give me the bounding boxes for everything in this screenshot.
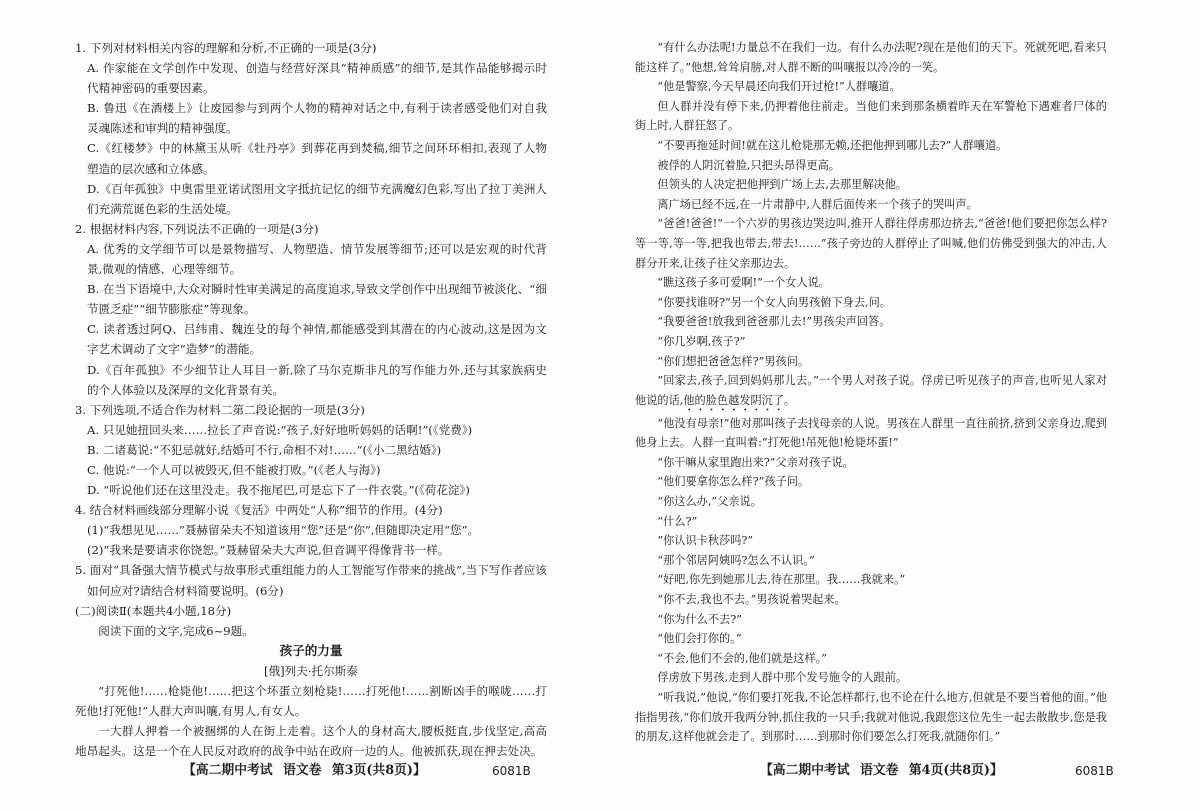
question-3-option-a: A. 只见她扭回头来……拉长了声音说:“孩子,好好地听妈妈的话啊!”(《党费》) bbox=[87, 422, 473, 437]
story-paragraph: “好吧,你先到她那儿去,待在那里。我……我就来。” bbox=[657, 573, 906, 587]
story-paragraph: “你干嘛从家里跑出来?”父亲对孩子说。 bbox=[657, 455, 854, 469]
story-paragraph: 一大群人押着一个被捆绑的人在街上走着。这个人的身材高大,腰板挺直,步伐坚定,高高地昂起头。这是一个在人民反对政府的战争中站在政府一边的人。他被抓获,现在押去处决。 bbox=[75, 724, 547, 759]
question-2-stem: 2. 根据材料内容,下列说法不正确的一项是(3分) bbox=[75, 221, 319, 236]
question-4-stem: 4. 结合材料画线部分理解小说《复活》中两处“人称”细节的作用。(4分) bbox=[75, 503, 443, 518]
story-paragraph: “你们想把爸爸怎样?”男孩问。 bbox=[657, 354, 810, 368]
story-title: 孩子的力量 bbox=[279, 642, 343, 658]
story-paragraph: “爸爸!爸爸!”一个六岁的男孩边哭边叫,推开人群往俘虏那边挤去,“爸爸!他们要把你怎么样?等一等,等一等,把我也带去,带去!……”孩子旁边的人群停止了叫喊,他们仿佛受到强大的冲击,人群分开来,让孩子往父亲那边去。 bbox=[635, 217, 1107, 270]
story-paragraph: “你这么办,”父亲说。 bbox=[657, 495, 762, 509]
question-1-option-c: C.《红楼梦》中的林黛玉从听《牡丹亭》到葬花再到焚稿,细节之间环环相扣,表现了人物塑造的层次感和立体感。 bbox=[87, 141, 547, 176]
story-paragraph: “那个邻居阿姨吗?怎么不认识。” bbox=[657, 553, 815, 567]
story-paragraph: “他没有母亲!”他对那叫孩子去找母亲的人说。男孩在人群里一直往前挤,挤到父亲身边,爬到他身上去。人群一直叫着:“打死他!吊死他!枪毙坏蛋!” bbox=[635, 416, 1107, 450]
story-paragraph: 离广场已经不远,在一片肃静中,人群后面传来一个孩子的哭叫声。 bbox=[657, 197, 978, 211]
story-paragraph: 但领头的人决定把他押到广场上去,去那里解决他。 bbox=[657, 178, 908, 192]
question-4-item-1: (1)“我想见见……”聂赫留朵夫不知道该用“您”还是“你”,但随即决定用“您”。 bbox=[87, 523, 480, 538]
story-paragraph: 被俘的人阴沉着脸,只把头昂得更高。 bbox=[657, 158, 840, 172]
story-paragraph: “他是警察,今天早晨还向我们开过枪!”人群嚷道。 bbox=[657, 80, 901, 94]
story-paragraph: “你要找谁呀?”另一个女人向男孩俯下身去,问。 bbox=[657, 295, 891, 309]
page-3-content bbox=[75, 38, 547, 761]
reading-instruction: 阅读下面的文字,完成6~9题。 bbox=[98, 623, 254, 638]
story-paragraph: “他们会打你的。” bbox=[657, 632, 742, 646]
paper-code: 6081B bbox=[1075, 764, 1114, 778]
question-4-item-2: (2)“我来是要请求你饶恕。”聂赫留朵夫大声说,但音调平得像背书一样。 bbox=[87, 543, 450, 558]
question-3-option-b: B. 二诸葛说:“不犯忌就好,结婚可不行,命相不对!……”(《小二黑结婚》) bbox=[87, 442, 442, 457]
section-heading: (二)阅读Ⅱ(本题共4小题,18分) bbox=[75, 603, 232, 618]
question-3-stem: 3. 下列选项,不适合作为材料二第二段论据的一项是(3分) bbox=[75, 402, 365, 417]
story-paragraph: “你为什么不去?” bbox=[657, 612, 742, 626]
story-paragraph: “什么?” bbox=[657, 514, 698, 528]
page-footer-label: 【高二期中考试 语文卷 第3页(共8页)】 bbox=[183, 763, 426, 778]
story-paragraph: “打死他!……枪毙他!……把这个坏蛋立刻枪毙!……打死他!……割断凶手的喉咙……打死他!打死他!”人群大声叫嚷,有男人,有女人。 bbox=[75, 684, 547, 719]
paragraph-text: “回家去,孩子,回到妈妈那儿去。”一个男人对孩子说。俘虏已听见孩子的声音,也听见人家对他说的话, bbox=[635, 374, 1107, 407]
question-2-option-a: A. 优秀的文学细节可以是景物描写、人物塑造、情节发展等细节;还可以是宏观的时代背景,微观的情感、心理等细节。 bbox=[87, 241, 547, 277]
question-2-option-d: D.《百年孤独》不少细节让人耳目一新,除了马尔克斯非凡的写作能力外,还与其家族病史的个人体验以及深厚的文化背景有关。 bbox=[87, 362, 547, 397]
question-2-option-c: C. 读者透过阿Q、吕纬甫、魏连殳的每个神情,都能感受到其潜在的内心波动,这是因为文字艺术调动了文字“造梦”的潜能。 bbox=[87, 322, 547, 357]
paragraph-text-end: 。 bbox=[784, 393, 796, 407]
question-1-stem: 1. 下列对材料相关内容的理解和分析,不正确的一项是(3分) bbox=[75, 41, 377, 55]
page-4-content bbox=[635, 38, 1107, 747]
story-author: [俄]列夫·托尔斯泰 bbox=[264, 663, 358, 678]
exam-page-4 bbox=[600, 0, 1200, 811]
story-paragraph: “他们要拿你怎么样?”孩子问。 bbox=[657, 475, 810, 489]
question-1-option-a: A. 作家能在文学创作中发现、创造与经营好深具“精神质感”的细节,是其作品能够揭示时代精神密码的重要因素。 bbox=[87, 61, 547, 96]
paper-code: 6081B bbox=[492, 764, 531, 778]
story-paragraph: “我要爸爸!放我到爸爸那儿去!”男孩尖声回答。 bbox=[657, 315, 891, 329]
question-1-option-d: D.《百年孤独》中奥雷里亚诺试图用文字抵抗记忆的细节充满魔幻色彩,写出了拉丁美洲人们充满荒诞色彩的生活处境。 bbox=[87, 181, 547, 216]
story-paragraph-emphasis bbox=[635, 371, 1107, 414]
story-paragraph: “你几岁啊,孩子?” bbox=[657, 334, 746, 348]
emphasized-text: 他的脸色越发阴沉了 bbox=[683, 393, 785, 407]
story-paragraph: 但人群并没有停下来,仍押着他往前走。当他们来到那条横着昨天在军警枪下遇难者尸体的街上时,人群狂怒了。 bbox=[635, 99, 1107, 133]
question-3-option-c: C. 他说:“一个人可以被毁灭,但不能被打败。”(《老人与海》) bbox=[87, 462, 381, 477]
story-paragraph: “不会,他们不会的,他们就是这样。” bbox=[657, 651, 827, 665]
story-paragraph: “不要再拖延时间!就在这儿枪毙那无赖,还把他押到哪儿去?”人群嚷道。 bbox=[657, 138, 1008, 152]
story-paragraph: “瞧这孩子多可爱啊!”一个女人说。 bbox=[657, 276, 830, 290]
story-paragraph: 俘虏放下男孩,走到人群中那个发号施令的人跟前。 bbox=[657, 671, 908, 685]
question-2-option-b: B. 在当下语境中,大众对瞬时性审美满足的高度追求,导致文学创作中出现细节被淡化、“细节匮乏症”“细节膨胀症”等现象。 bbox=[87, 282, 547, 317]
page-footer-label: 【高二期中考试 语文卷 第4页(共8页)】 bbox=[760, 763, 1003, 778]
question-5-stem: 5. 面对“具备强大情节模式与故事形式重组能力的人工智能写作带来的挑战”,当下写作者应该如何应对?请结合材料简要说明。(6分) bbox=[75, 563, 547, 598]
question-1-option-b: B. 鲁迅《在酒楼上》让废园参与到两个人物的精神对话之中,有利于读者感受他们对自我灵魂陈述和审判的精神强度。 bbox=[87, 101, 547, 136]
question-3-option-d: D. “听说他们还在这里没走。我不拖尾巴,可是忘下了一件衣裳。”(《荷花淀》) bbox=[87, 483, 470, 498]
story-paragraph: “你不去,我也不去。”男孩说着哭起来。 bbox=[657, 593, 846, 607]
story-paragraph: “你认识卡秋莎吗?” bbox=[657, 534, 754, 548]
story-paragraph: “听我说,”他说,“你们要打死我,不论怎样都行,也不论在什么地方,但就是不要当着他的面。”他指指男孩,“你们放开我两分钟,抓住我的一只手;我就对他说,我跟您这位先生一起去散散步,您是我的朋友,这样他就会走了。到那时……到那时你们要怎么打死我,就随你们。” bbox=[635, 691, 1107, 744]
story-paragraph: “有什么办法呢!力量总不在我们一边。有什么办法呢?现在是他们的天下。死就死吧,看来只能这样了。”他想,耸耸肩膀,对人群不断的叫嚷报以冷冷的一笑。 bbox=[635, 41, 1107, 74]
